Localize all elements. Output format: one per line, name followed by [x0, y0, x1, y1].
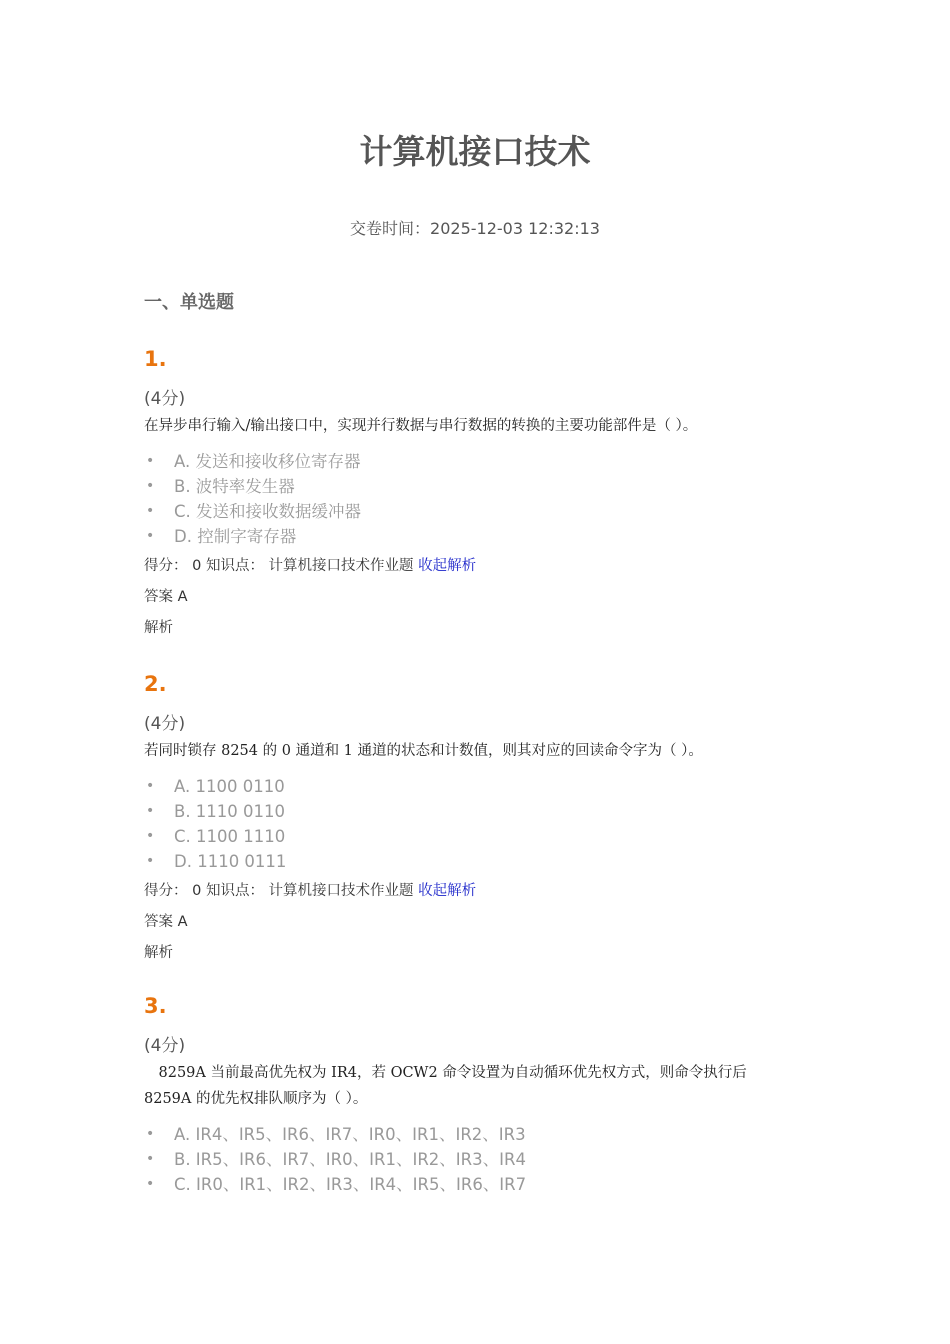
option-label: B. 1110 0110: [174, 802, 286, 821]
question-meta: [144, 555, 806, 577]
bullet-icon: •: [146, 1176, 155, 1192]
option-label: C. 发送和接收数据缓冲器: [174, 502, 362, 521]
option-label: B. 波特率发生器: [174, 477, 295, 496]
option-b: [144, 799, 806, 824]
collapse-analysis-link[interactable]: 收起解析: [418, 883, 477, 899]
question-2: [144, 670, 806, 964]
score-knowledge: 得分： 0 知识点： 计算机接口技术作业题: [144, 558, 414, 574]
option-label: A. 1100 0110: [174, 777, 285, 796]
question-score: (4分): [144, 1036, 186, 1056]
bullet-icon: •: [146, 528, 155, 544]
option-a: [144, 774, 806, 799]
question-number: 3.: [144, 994, 167, 1018]
section-title: 一、单选题: [144, 292, 234, 313]
bullet-icon: •: [146, 478, 155, 494]
question-1: [144, 345, 806, 639]
bullet-icon: •: [146, 803, 155, 819]
question-stem-line: 8259A 的优先权排队顺序为（ ）。: [144, 1091, 368, 1107]
submit-time: 交卷时间：2025-12-03 12:32:13: [350, 219, 600, 238]
bullet-icon: •: [146, 778, 155, 794]
option-c: [144, 499, 806, 524]
question-stem-line: 8259A 当前最高优先权为 IR4，若 OCW2 命令设置为自动循环优先权方式，则命令执行后: [144, 1065, 747, 1081]
bullet-icon: •: [146, 1151, 155, 1167]
option-label: C. 1100 1110: [174, 827, 286, 846]
question-3: [144, 992, 806, 1197]
option-c: [144, 1172, 806, 1197]
option-label: B. IR5、IR6、IR7、IR0、IR1、IR2、IR3、IR4: [174, 1150, 526, 1169]
analysis-label: 解析: [144, 620, 173, 636]
bullet-icon: •: [146, 853, 155, 869]
answer-text: 答案 A: [144, 914, 188, 930]
option-a: [144, 449, 806, 474]
question-stem: [144, 1060, 806, 1112]
analysis-label: 解析: [144, 945, 173, 961]
question-score: (4分): [144, 389, 186, 409]
option-label: A. 发送和接收移位寄存器: [174, 452, 361, 471]
option-a: [144, 1122, 806, 1147]
option-d: [144, 849, 806, 874]
option-b: [144, 1147, 806, 1172]
bullet-icon: •: [146, 503, 155, 519]
option-list: [144, 774, 806, 874]
page-title: 计算机接口技术: [359, 132, 591, 171]
option-list: [144, 449, 806, 549]
score-knowledge: 得分： 0 知识点： 计算机接口技术作业题: [144, 883, 414, 899]
question-number: 1.: [144, 347, 167, 371]
question-score: (4分): [144, 714, 186, 734]
answer-text: 答案 A: [144, 589, 188, 605]
option-b: [144, 474, 806, 499]
bullet-icon: •: [146, 828, 155, 844]
option-d: [144, 524, 806, 549]
bullet-icon: •: [146, 1126, 155, 1142]
question-stem: 在异步串行输入/输出接口中，实现并行数据与串行数据的转换的主要功能部件是（ ）。: [144, 418, 698, 434]
option-label: A. IR4、IR5、IR6、IR7、IR0、IR1、IR2、IR3: [174, 1125, 526, 1144]
option-list: [144, 1122, 806, 1197]
option-label: D. 1110 0111: [174, 852, 287, 871]
question-meta: [144, 880, 806, 902]
option-label: C. IR0、IR1、IR2、IR3、IR4、IR5、IR6、IR7: [174, 1175, 527, 1194]
question-number: 2.: [144, 672, 167, 696]
collapse-analysis-link[interactable]: 收起解析: [418, 558, 477, 574]
option-label: D. 控制字寄存器: [174, 527, 297, 546]
option-c: [144, 824, 806, 849]
bullet-icon: •: [146, 453, 155, 469]
question-stem: 若同时锁存 8254 的 0 通道和 1 通道的状态和计数值，则其对应的回读命令字为（ ）。: [144, 743, 703, 759]
